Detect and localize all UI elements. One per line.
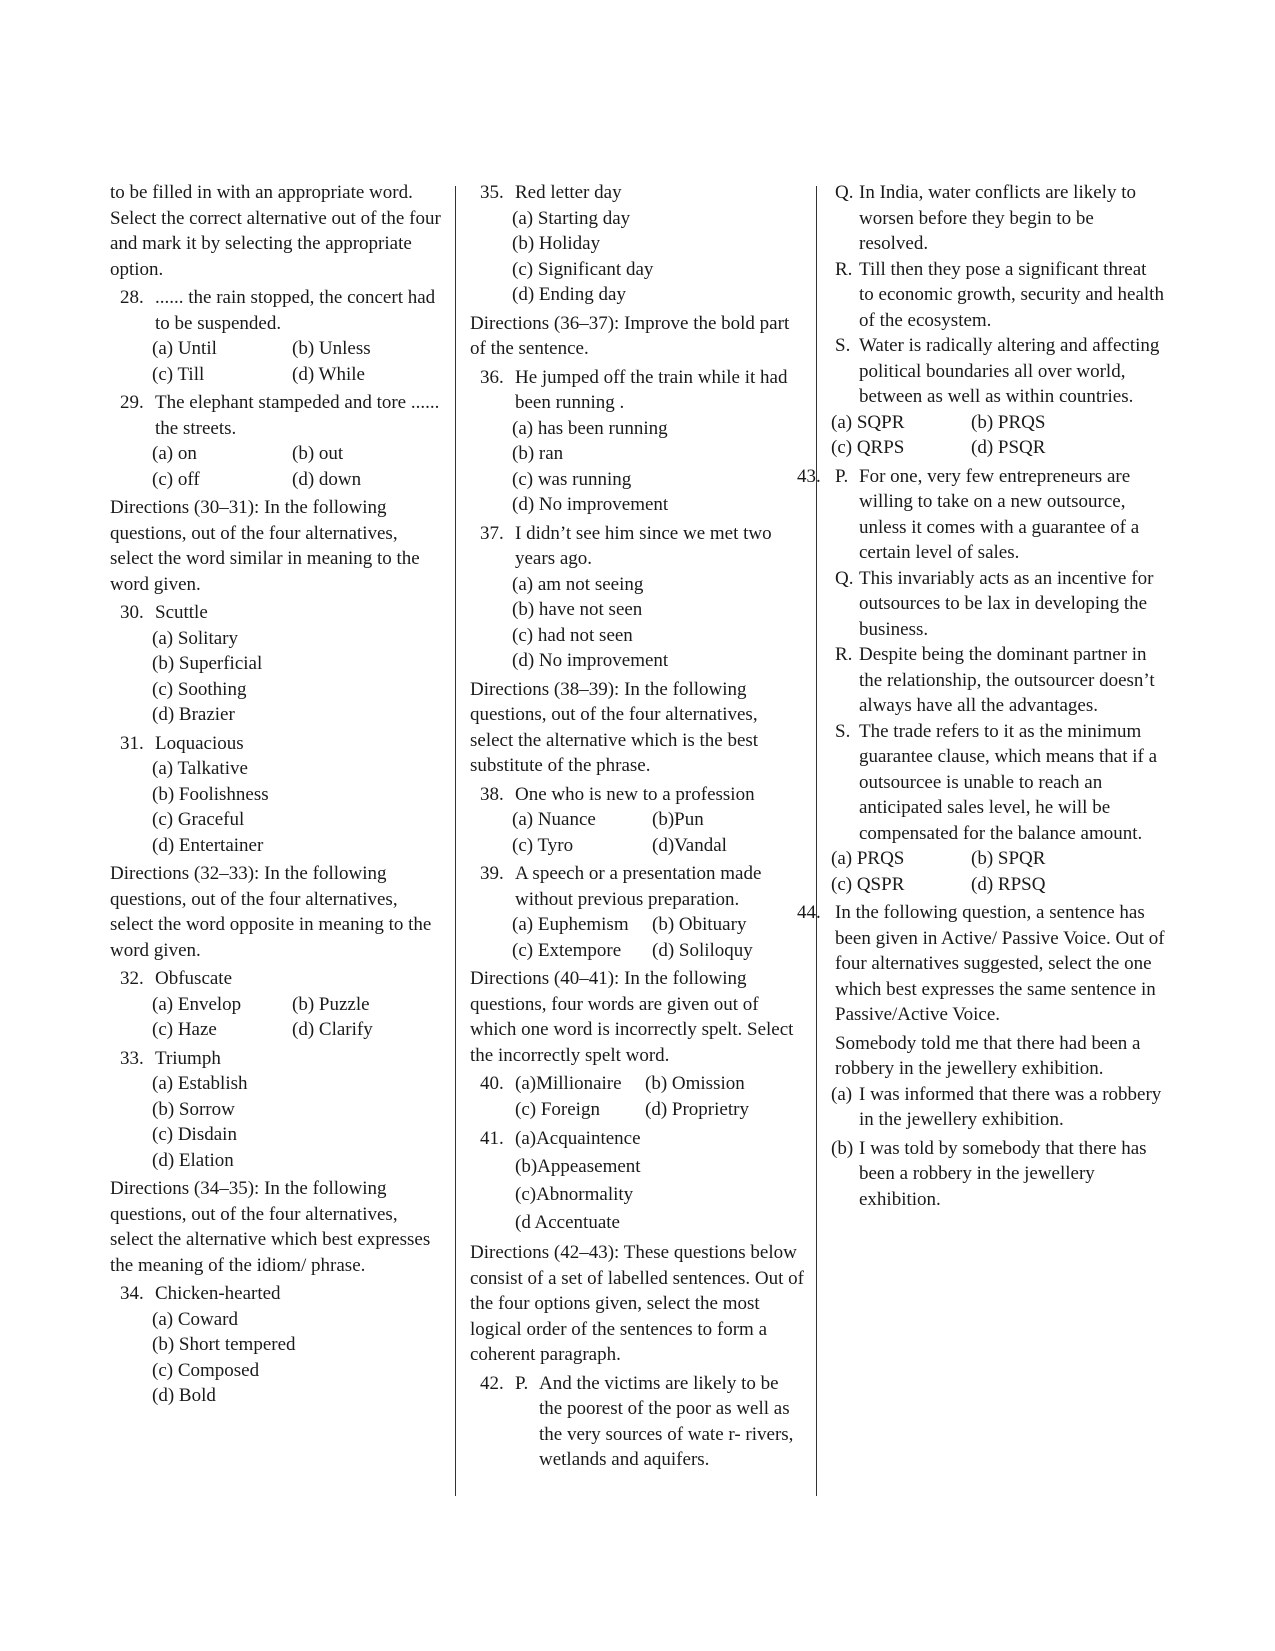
sentence-text: And the victims are likely to be the poorest of the poor as well as the very sources of wate r- rivers, wetlands and aquifers. <box>539 1372 794 1470</box>
sentence-label: R. <box>835 644 853 665</box>
option-a[interactable]: (a) Euphemism <box>512 914 629 935</box>
question-40 <box>470 1071 805 1122</box>
option-a[interactable]: (a) Starting day <box>512 207 631 229</box>
option-a[interactable]: (a) on <box>152 443 197 464</box>
question-number: 36. <box>480 366 504 388</box>
option-a[interactable]: (a) Envelop <box>152 993 242 1015</box>
question-37 <box>470 521 805 674</box>
question-number: 37. <box>480 522 504 544</box>
sentence-label: S. <box>835 335 851 356</box>
option-a[interactable]: (a)Millionaire <box>515 1073 622 1094</box>
question-number: 35. <box>480 182 504 203</box>
given-sentence: Somebody told me that there had been a robbery in the jewellery exhibition. <box>835 1032 1141 1079</box>
column-3 <box>797 180 1165 1212</box>
option-b[interactable]: (b) PRQS <box>971 411 1046 433</box>
question-number: 40. <box>480 1073 504 1094</box>
question-30 <box>110 600 445 728</box>
question-42-part-p <box>470 1371 805 1473</box>
question-33 <box>110 1046 445 1174</box>
option-b[interactable]: (b) Puzzle <box>292 993 370 1015</box>
option-b[interactable]: (b) SPQR <box>971 848 1046 869</box>
question-34 <box>110 1281 445 1409</box>
option-c[interactable]: (c) Significant day <box>512 258 654 280</box>
question-41 <box>470 1125 805 1237</box>
option-c[interactable]: (c) Graceful <box>152 809 245 830</box>
option-d[interactable]: (d) Soliloquy <box>652 939 753 961</box>
option-a[interactable]: (a) Solitary <box>152 627 239 649</box>
sentence-label: Q. <box>835 182 854 203</box>
question-number: 34. <box>120 1283 144 1304</box>
option-b[interactable]: (b) Foolishness <box>152 783 269 805</box>
option-b[interactable]: (b) Unless <box>292 338 371 359</box>
option-label: (a) <box>831 1083 853 1105</box>
question-text: One who is new to a profession <box>515 783 755 805</box>
option-text: I was informed that there was a robbery in the jewellery exhibition. <box>859 1083 1162 1130</box>
option-c[interactable]: (c) off <box>152 468 200 490</box>
question-35 <box>470 180 805 308</box>
option-a[interactable]: (a) Until <box>152 338 217 359</box>
option-d[interactable]: (d) Entertainer <box>152 834 264 856</box>
option-a[interactable]: (a) Coward <box>152 1308 238 1330</box>
question-number: 30. <box>120 602 144 623</box>
option-c[interactable]: (c) Haze <box>152 1019 217 1040</box>
question-31 <box>110 731 445 859</box>
sentence-text: This invariably acts as an incentive for outsources to be lax in developing the business. <box>859 567 1154 640</box>
question-28 <box>110 285 445 387</box>
option-c[interactable]: (c) Disdain <box>152 1124 237 1145</box>
directions-42-43: Directions (42–43): These questions below consist of a set of labelled sentences. Out of the four options given, select the most logical order of the sentences to form a coherent paragraph. <box>470 1242 804 1365</box>
option-label: (b) <box>831 1137 854 1159</box>
option-d[interactable]: (d) RPSQ <box>971 873 1046 895</box>
option-d[interactable]: (d) Brazier <box>152 704 235 725</box>
option-b[interactable]: (b) Short tempered <box>152 1334 296 1355</box>
option-b[interactable]: (b) Holiday <box>512 233 601 254</box>
question-36 <box>470 365 805 518</box>
question-number: 39. <box>480 863 504 884</box>
option-c[interactable]: (c) Till <box>152 363 205 385</box>
sentence-text: For one, very few entrepreneurs are willing to take on a new outsource, unless it comes with a guarantee of a certain level of sales. <box>859 465 1140 563</box>
sentence-label: P. <box>515 1372 529 1394</box>
question-text: The elephant stampeded and tore ...... the streets. <box>155 392 440 439</box>
option-d[interactable]: (d)Vandal <box>652 834 727 856</box>
question-text: A speech or a presentation made without previous preparation. <box>515 863 762 910</box>
question-text: Obfuscate <box>155 968 233 989</box>
sentence-text: Till then they pose a significant threat to economic growth, security and health of the ecosystem. <box>859 258 1164 331</box>
directions-34-35: Directions (34–35): In the following questions, out of the four alternatives, select the alternative which best expresses the meaning of the idiom/ phrase. <box>110 1178 431 1276</box>
sentence-text: In India, water conflicts are likely to worsen before they begin to be resolved. <box>859 182 1136 254</box>
option-b[interactable]: (b)Appeasement <box>515 1156 641 1177</box>
option-a[interactable]: (a) Establish <box>152 1073 248 1094</box>
question-number: 44. <box>797 902 821 923</box>
option-a[interactable]: (a) PRQS <box>831 848 905 869</box>
option-b[interactable]: (b) Obituary <box>652 914 747 935</box>
question-number: 42. <box>480 1372 504 1394</box>
option-a[interactable]: (a) Talkative <box>152 758 248 779</box>
question-number: 29. <box>120 392 144 413</box>
option-d[interactable]: (d) Clarify <box>292 1019 373 1040</box>
question-number: 38. <box>480 783 504 805</box>
option-d[interactable]: (d) Bold <box>152 1385 216 1406</box>
option-c[interactable]: (c) Tyro <box>512 834 574 856</box>
option-a[interactable]: (a) SQPR <box>831 411 905 433</box>
option-b[interactable]: (b) Sorrow <box>152 1098 235 1120</box>
option-a[interactable]: (a) has been running <box>512 417 668 439</box>
option-d[interactable]: (d) No improvement <box>512 650 669 671</box>
option-b[interactable]: (b) Omission <box>645 1073 745 1094</box>
option-b[interactable] <box>797 1136 1165 1213</box>
question-38 <box>470 782 805 859</box>
option-a[interactable]: (a) am not seeing <box>512 573 644 595</box>
question-text: He jumped off the train while it had been running . <box>515 366 788 413</box>
directions-38-39: Directions (38–39): In the following questions, out of the four alternatives, select the alternative which is the best substitute of the phrase. <box>470 678 759 776</box>
directions-32-33: Directions (32–33): In the following questions, out of the four alternatives, select the word opposite in meaning to the word given. <box>110 863 432 961</box>
question-number: 32. <box>120 968 144 989</box>
option-d[interactable]: (d) While <box>292 363 365 385</box>
question-number: 43. <box>797 465 821 487</box>
sentence-label: P. <box>835 465 849 487</box>
sentence-text: Despite being the dominant partner in the relationship, the outsourcer doesn’t always have all the advantages. <box>859 644 1155 716</box>
question-43 <box>797 464 1165 898</box>
option-c[interactable]: (c) was running <box>512 468 632 490</box>
option-d[interactable]: (d) down <box>292 468 362 490</box>
option-c[interactable]: (c) had not seen <box>512 624 633 646</box>
column-1 <box>110 180 445 1412</box>
question-number: 31. <box>120 732 144 754</box>
question-32 <box>110 966 445 1043</box>
question-number: 33. <box>120 1047 144 1069</box>
question-text: Triumph <box>155 1047 221 1069</box>
option-a[interactable]: (a) Nuance <box>512 809 596 830</box>
option-b[interactable]: (b) out <box>292 443 344 464</box>
option-a[interactable] <box>797 1082 1165 1133</box>
option-text: I was told by somebody that there has been a robbery in the jewellery exhibition. <box>859 1137 1147 1210</box>
option-a[interactable]: (a)Acquaintence <box>515 1128 641 1149</box>
intro-text: to be filled in with an appropriate word. Select the correct alternative out of the four and mark it by selecting the appropriate option. <box>110 182 441 280</box>
option-c[interactable]: (c)Abnormality <box>515 1184 634 1205</box>
option-d[interactable]: (d) PSQR <box>971 437 1046 458</box>
option-d[interactable]: (d) Proprietry <box>645 1098 749 1120</box>
option-c[interactable]: (c) QSPR <box>831 873 905 895</box>
sentence-label: Q. <box>835 567 854 589</box>
column-divider-1 <box>455 186 456 1496</box>
question-text: Red letter day <box>515 182 622 203</box>
question-text: ...... the rain stopped, the concert had to be suspended. <box>155 287 436 334</box>
option-c[interactable]: (c) Foreign <box>515 1098 600 1120</box>
sentence-label: R. <box>835 258 853 280</box>
question-number: 41. <box>480 1128 504 1149</box>
option-c[interactable]: (c) Soothing <box>152 678 247 700</box>
question-44 <box>797 900 1165 1212</box>
option-d[interactable]: (d) Elation <box>152 1149 234 1171</box>
directions-36-37: Directions (36–37): Improve the bold part of the sentence. <box>470 312 790 359</box>
directions-40-41: Directions (40–41): In the following questions, four words are given out of which one word is incorrectly spelt. Select the incorrectly spelt word. <box>470 968 794 1066</box>
question-29 <box>110 390 445 492</box>
question-text: Scuttle <box>155 602 208 623</box>
sentence-text: The trade refers to it as the minimum guarantee clause, which means that if a outsourcee is unable to reach an anticipated sales level, he will be compensated for the balance amount. <box>859 720 1158 844</box>
option-b[interactable]: (b) Superficial <box>152 653 263 674</box>
option-b[interactable]: (b) have not seen <box>512 599 643 620</box>
question-text: I didn’t see him since we met two years ago. <box>515 522 772 569</box>
question-text: In the following question, a sentence has been given in Active/ Passive Voice. Out of four alternatives suggested, select the one which best expresses the same sentence in Passive/Active Voice. <box>835 902 1165 1025</box>
option-b[interactable]: (b) ran <box>512 443 564 464</box>
question-39 <box>470 861 805 963</box>
option-d[interactable]: (d) Ending day <box>512 284 626 305</box>
option-c[interactable]: (c) Extempore <box>512 939 622 961</box>
sentence-label: S. <box>835 720 851 742</box>
question-text: Chicken-hearted <box>155 1283 281 1304</box>
column-2 <box>470 180 805 1476</box>
option-d[interactable]: (d) No improvement <box>512 494 669 515</box>
directions-30-31: Directions (30–31): In the following questions, out of the four alternatives, select the word similar in meaning to the word given. <box>110 497 420 595</box>
option-c[interactable]: (c) QRPS <box>831 437 905 458</box>
sentence-text: Water is radically altering and affecting political boundaries all over world, between as well as within countries. <box>859 335 1160 407</box>
question-number: 28. <box>120 287 144 308</box>
option-d[interactable]: (d Accentuate <box>515 1212 620 1233</box>
question-42-continued <box>831 180 1165 461</box>
option-b[interactable]: (b)Pun <box>652 809 704 830</box>
option-c[interactable]: (c) Composed <box>152 1359 260 1381</box>
question-text: Loquacious <box>155 732 244 754</box>
